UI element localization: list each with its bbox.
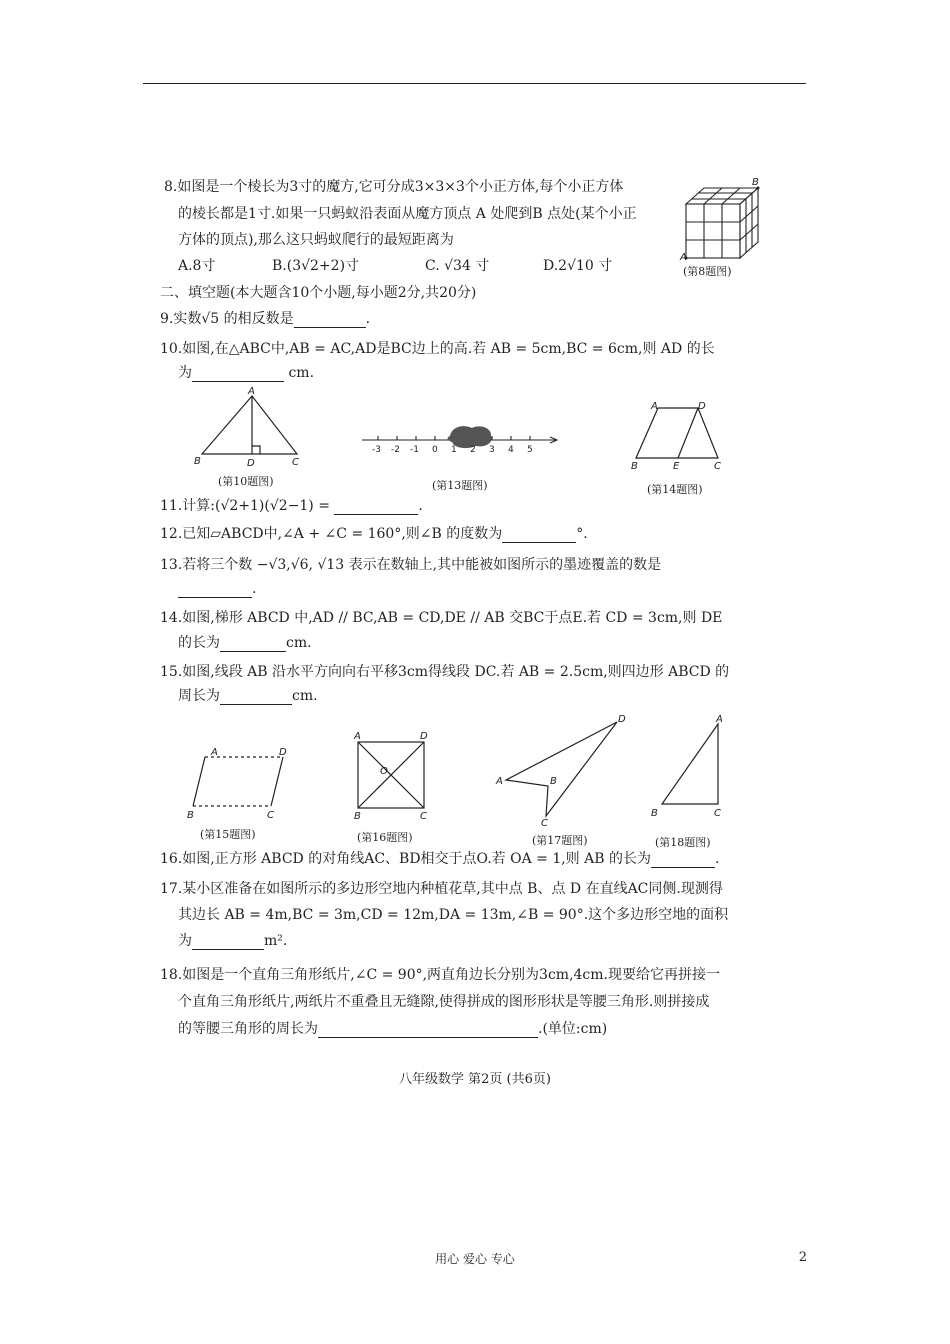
q17-caption: (第17题图) xyxy=(532,834,588,847)
q11-answer-blank[interactable] xyxy=(334,500,418,515)
q11 xyxy=(160,497,423,515)
q16-label-o: O xyxy=(380,766,388,777)
q16-label-c: C xyxy=(420,811,427,822)
q10-line2 xyxy=(178,364,314,382)
q15-parallelogram-figure xyxy=(185,742,295,822)
q15-answer-blank[interactable] xyxy=(220,690,292,705)
q18-label-b: B xyxy=(651,808,658,819)
q18-line2: 个直角三角形纸片,两纸片不重叠且无缝隙,使得拼成的图形形状是等腰三角形.则拼接成 xyxy=(178,994,710,1010)
q17-label-a: A xyxy=(496,776,503,787)
q16-caption: (第16题图) xyxy=(357,831,413,844)
q17-line2: 其边长 AB = 4m,BC = 3m,CD = 12m,DA = 13m,∠B = 90°.这个多边形空地的面积 xyxy=(178,907,729,923)
q16-label-d: D xyxy=(420,731,428,742)
q10-label-d: D xyxy=(247,458,255,469)
q13-tick-neg2: -2 xyxy=(391,445,400,455)
q13-tick-neg1: -1 xyxy=(410,445,419,455)
q14-caption: (第14题图) xyxy=(647,483,703,496)
q12-text: 12.已知▱ABCD中,∠A + ∠C = 160°,则∠B 的度数为 xyxy=(160,526,503,542)
q9-answer-blank[interactable] xyxy=(294,313,366,328)
q13-tick-0: 0 xyxy=(432,445,438,455)
bottom-footer: 用心 爱心 专心 xyxy=(435,1252,515,1266)
q13-tick-neg3: -3 xyxy=(372,445,381,455)
q18-label-c: C xyxy=(714,808,721,819)
q13-line2 xyxy=(178,580,256,598)
q10-label-c: C xyxy=(292,457,299,468)
q9 xyxy=(160,310,370,328)
q13-answer-blank[interactable] xyxy=(178,583,252,598)
q15-unit: cm. xyxy=(292,688,318,704)
q18-unit: .(单位:cm) xyxy=(538,1021,608,1037)
q16-label-b: B xyxy=(354,811,361,822)
q17-prefix: 为 xyxy=(178,933,192,949)
q16 xyxy=(160,850,719,868)
q10-triangle-figure xyxy=(192,388,310,474)
q8-line2: 的棱长都是1寸.如果一只蚂蚁沿表面从魔方顶点 A 处爬到B 点处(某个小正 xyxy=(178,206,637,222)
q15-label-b: B xyxy=(187,810,194,821)
q14-label-a: A xyxy=(651,401,658,412)
q18-label-a: A xyxy=(716,714,723,725)
section-title: 二、填空题(本大题含10个小题,每小题2分,共20分) xyxy=(160,285,477,301)
q14-trapezoid-figure xyxy=(626,396,726,476)
exam-page-footer: 八年级数学 第2页 (共6页) xyxy=(399,1072,551,1087)
q8-option-c: C. √34 寸 xyxy=(425,258,490,274)
q15-caption: (第15题图) xyxy=(200,828,256,841)
q14-label-e: E xyxy=(673,461,680,472)
q16-square-figure xyxy=(348,728,434,822)
q18-line1: 18.如图是一个直角三角形纸片,∠C = 90°,两直角边长分别为3cm,4cm.现要给它再拼接一 xyxy=(160,967,720,983)
q14-label-b: B xyxy=(631,461,638,472)
q8-option-b: B.(3√2+2)寸 xyxy=(272,258,360,274)
q8-label-a: A xyxy=(680,252,687,263)
q16-end: . xyxy=(714,851,720,867)
q11-end: . xyxy=(418,498,423,514)
q18-answer-blank[interactable] xyxy=(318,1023,538,1038)
q17-label-b: B xyxy=(550,776,557,787)
q10-unit: cm. xyxy=(288,365,315,381)
q8-label-b: B xyxy=(752,177,759,188)
q12-end: °. xyxy=(576,526,588,542)
q17-line3 xyxy=(178,932,287,950)
q10-caption: (第10题图) xyxy=(218,475,274,488)
q17-label-d: D xyxy=(618,714,626,725)
q15-label-d: D xyxy=(279,747,287,758)
q14-line2 xyxy=(178,634,312,652)
q18-caption: (第18题图) xyxy=(655,836,711,849)
q10-line1: 10.如图,在△ABC中,AB = AC,AD是BC边上的高.若 AB = 5cm,BC = 6cm,则 AD 的长 xyxy=(160,341,715,357)
q17-answer-blank[interactable] xyxy=(192,935,264,950)
q18-line3 xyxy=(178,1020,607,1038)
q8-option-a: A.8寸 xyxy=(178,258,216,274)
q12 xyxy=(160,525,588,543)
q8-cube-figure xyxy=(680,177,770,263)
q13-caption: (第13题图) xyxy=(432,479,488,492)
q16-label-a: A xyxy=(354,731,361,742)
q17-polygon-figure xyxy=(492,712,632,830)
q13-tick-1: 1 xyxy=(451,445,457,455)
q13-end: . xyxy=(252,581,257,597)
q12-answer-blank[interactable] xyxy=(502,528,576,543)
q10-answer-blank[interactable] xyxy=(192,367,284,382)
q15-line2 xyxy=(178,687,318,705)
q14-prefix: 的长为 xyxy=(178,635,220,651)
q13-tick-4: 4 xyxy=(508,445,514,455)
header-rule xyxy=(143,83,806,84)
q17-unit: m². xyxy=(264,933,288,949)
q14-unit: cm. xyxy=(286,635,312,651)
q14-label-d: D xyxy=(698,401,706,412)
q13-tick-3: 3 xyxy=(489,445,495,455)
q13-tick-5: 5 xyxy=(527,445,533,455)
q13-line1: 13.若将三个数 −√3,√6, √13 表示在数轴上,其中能被如图所示的墨迹覆盖的数是 xyxy=(160,557,662,573)
q14-answer-blank[interactable] xyxy=(220,637,286,652)
q8-line3: 方体的顶点),那么这只蚂蚁爬行的最短距离为 xyxy=(178,232,454,248)
q15-line1: 15.如图,线段 AB 沿水平方向向右平移3cm得线段 DC.若 AB = 2.5cm,则四边形 ABCD 的 xyxy=(160,664,730,680)
q14-line1: 14.如图,梯形 ABCD 中,AD // BC,AB = CD,DE // AB 交BC于点E.若 CD = 3cm,则 DE xyxy=(160,610,723,626)
q15-label-c: C xyxy=(267,810,274,821)
q15-prefix: 周长为 xyxy=(178,688,220,704)
q8-option-d: D.2√10 寸 xyxy=(543,258,613,274)
q10-label-a: A xyxy=(248,386,255,397)
q11-text: 11.计算:(√2+1)(√2−1) = xyxy=(160,498,330,514)
page-number: 2 xyxy=(798,1250,807,1265)
q8-line1: 8.如图是一个棱长为3寸的魔方,它可分成3×3×3个小正方体,每个小正方体 xyxy=(164,179,624,195)
q8-caption: (第8题图) xyxy=(683,265,732,278)
q9-end: . xyxy=(365,311,371,327)
q15-label-a: A xyxy=(211,747,218,758)
q17-line1: 17.某小区准备在如图所示的多边形空地内种植花草,其中点 B、点 D 在直线AC同侧.现测得 xyxy=(160,881,723,897)
q17-label-c: C xyxy=(541,818,548,829)
q14-label-c: C xyxy=(714,461,721,472)
q16-text: 16.如图,正方形 ABCD 的对角线AC、BD相交于点O.若 OA = 1,则 AB 的长为 xyxy=(160,851,651,867)
q13-number-line-figure xyxy=(360,420,565,460)
q18-right-triangle-figure xyxy=(648,712,738,822)
q18-prefix: 的等腰三角形的周长为 xyxy=(178,1021,318,1037)
q13-tick-2: 2 xyxy=(470,445,476,455)
q9-text: 9.实数√5 的相反数是 xyxy=(160,311,294,327)
q16-answer-blank[interactable] xyxy=(651,853,715,868)
q10-label-b: B xyxy=(194,456,201,467)
q10-prefix: 为 xyxy=(178,365,192,381)
